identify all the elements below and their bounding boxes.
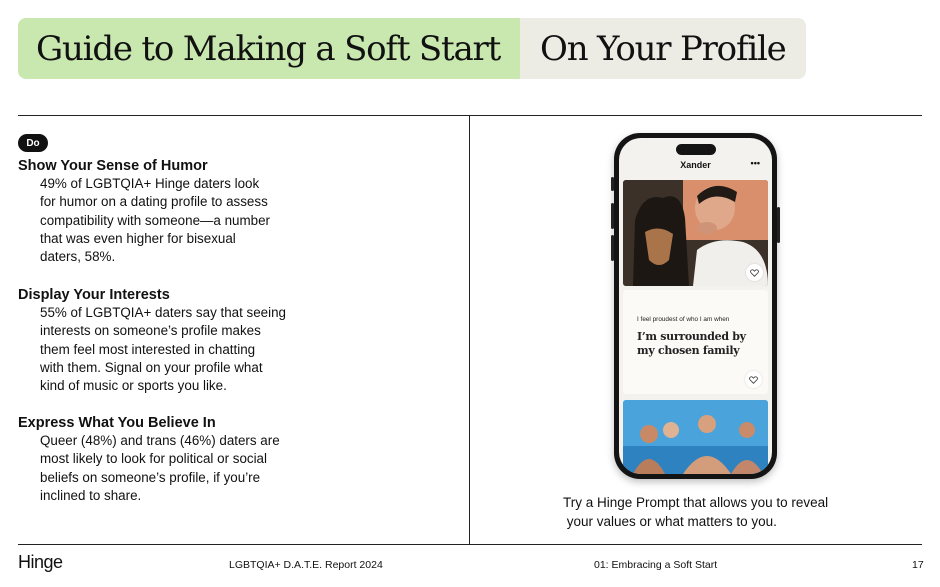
- body-line: with them. Signal on your profile what: [40, 359, 263, 375]
- heart-outline-icon: [749, 376, 758, 384]
- body-line: Queer (48%) and trans (46%) daters are: [40, 433, 280, 448]
- section-body: [40, 432, 318, 505]
- body-line: kind of music or sports you like.: [40, 378, 227, 394]
- section-heading: Display Your Interests: [18, 287, 170, 303]
- title-secondary: [520, 18, 806, 79]
- prompt-question: I feel proudest of who I am when: [637, 316, 730, 323]
- footer-chapter: 01: Embracing a Soft Start: [594, 559, 718, 571]
- top-divider: [18, 115, 922, 116]
- phone-side-button: [611, 177, 614, 191]
- section-heading: Show Your Sense of Humor: [18, 158, 208, 174]
- phone-side-button: [611, 235, 614, 261]
- page-title: [18, 18, 806, 79]
- profile-photo: [623, 400, 768, 474]
- prompt-answer: I’m surrounded by my chosen family: [637, 330, 746, 357]
- title-part-1: Guide to Making a Soft Start: [36, 28, 501, 69]
- profile-name: Xander: [680, 160, 711, 170]
- title-highlight: [18, 18, 520, 79]
- footer-report-title: LGBTQIA+ D.A.T.E. Report 2024: [229, 559, 383, 571]
- phone-mockup: [614, 133, 777, 479]
- body-line: 49% of LGBTQIA+ Hinge daters look: [40, 176, 260, 191]
- heart-outline-icon: [750, 269, 759, 277]
- section-heading: Express What You Believe In: [18, 415, 216, 431]
- hinge-logo: Hinge: [18, 552, 63, 572]
- caption-line: Try a Hinge Prompt that allows you to reveal: [563, 495, 829, 510]
- body-line: that was even higher for bisexual: [40, 230, 236, 246]
- body-line: for humor on a dating profile to assess: [40, 194, 268, 210]
- profile-photo: [623, 180, 768, 286]
- body-line: interests on someone’s profile makes: [40, 323, 261, 339]
- photo-illustration: [623, 400, 768, 474]
- body-line: most likely to look for political or social: [40, 451, 267, 467]
- body-line: compatibility with someone—a number: [40, 212, 270, 228]
- phone-side-button: [611, 203, 614, 229]
- body-line: 55% of LGBTQIA+ daters say that seeing: [40, 305, 287, 320]
- phone-side-button: [777, 207, 780, 243]
- caption-line: your values or what matters to you.: [563, 513, 777, 529]
- section-body: [40, 304, 318, 395]
- bottom-divider: [18, 544, 922, 545]
- like-button[interactable]: [746, 264, 763, 281]
- section-body: [40, 175, 318, 266]
- section-interests: [18, 286, 318, 395]
- more-dots-icon[interactable]: •••: [750, 158, 760, 168]
- body-line: inclined to share.: [40, 487, 142, 503]
- body-line: beliefs on someone’s profile, if you’re: [40, 469, 261, 485]
- title-part-2: On Your Profile: [540, 28, 786, 69]
- phone-notch: [676, 144, 716, 155]
- do-badge: Do: [18, 134, 48, 152]
- body-line: daters, 58%.: [40, 249, 116, 265]
- page-number: 17: [912, 559, 924, 571]
- section-humor: [18, 157, 318, 266]
- column-divider: [469, 116, 470, 544]
- section-beliefs: [18, 414, 318, 505]
- phone-screen: [619, 138, 772, 474]
- like-button[interactable]: [745, 371, 762, 388]
- caption: [563, 494, 828, 531]
- body-line: them feel most interested in chatting: [40, 341, 256, 357]
- prompt-card: [623, 290, 768, 394]
